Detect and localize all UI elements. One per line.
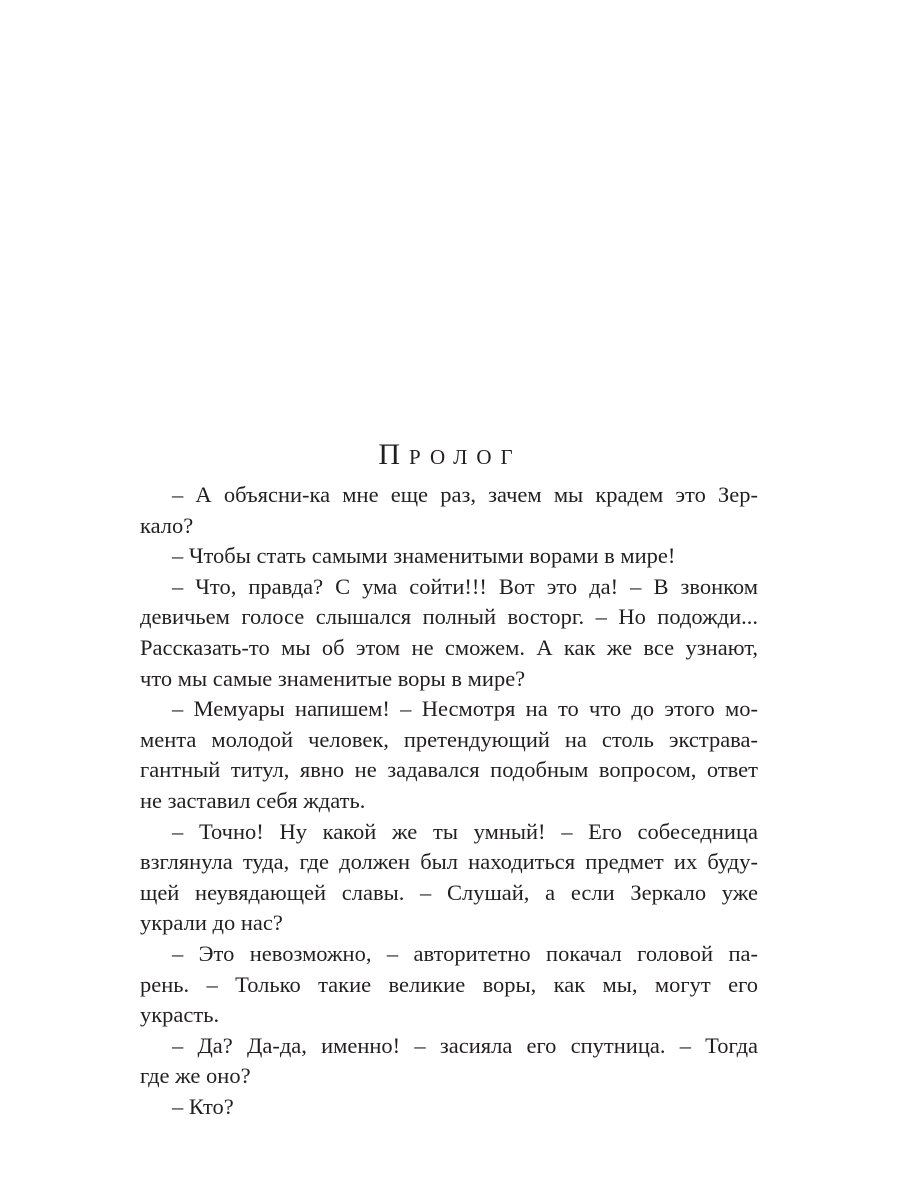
- text-line: где же оно?: [140, 1063, 251, 1089]
- text-line: – Мемуары напишем! – Несмотря на то что до этого мо-: [172, 696, 758, 722]
- text-line: кало?: [140, 512, 194, 538]
- text-line: взглянула туда, где должен был находиться предмет их буду-: [140, 849, 758, 875]
- text-line: украли до нас?: [140, 910, 283, 936]
- text-line: не заставил себя ждать.: [140, 787, 366, 813]
- text-line: щей неувядающей славы. – Слушай, а если Зеркало уже: [140, 879, 758, 905]
- text-line: – Точно! Ну какой же ты умный! – Его собеседница: [172, 818, 758, 844]
- chapter-body: [140, 480, 758, 1122]
- text-line: – Чтобы стать самыми знаменитыми ворами в мире!: [172, 543, 676, 569]
- text-line: украсть.: [140, 1002, 220, 1028]
- text-line: рень. – Только такие великие воры, как мы, могут его: [140, 971, 758, 997]
- text-line: девичьем голосе слышался полный восторг. – Но подожди...: [140, 604, 758, 630]
- text-line: – Кто?: [172, 1093, 234, 1119]
- text-line: Рассказать-то мы об этом не сможем. А как же все узнают,: [140, 634, 758, 660]
- text-line: мента молодой человек, претендующий на столь экстрава-: [140, 726, 758, 752]
- text-line: – Что, правда? С ума сойти!!! Вот это да! – В звонком: [172, 573, 758, 599]
- text-line: – Да? Да-да, именно! – засияла его спутница. – Тогда: [172, 1032, 758, 1058]
- text-line: гантный титул, явно не задавался подобным вопросом, ответ: [140, 757, 758, 783]
- chapter-title: Пролог: [378, 438, 522, 472]
- text-line: – А объясни-ка мне еще раз, зачем мы крадем это Зер-: [172, 482, 758, 507]
- text-line: – Это невозможно, – авторитетно покачал головой па-: [172, 940, 758, 966]
- text-line: что мы самые знаменитые воры в мире?: [140, 665, 526, 691]
